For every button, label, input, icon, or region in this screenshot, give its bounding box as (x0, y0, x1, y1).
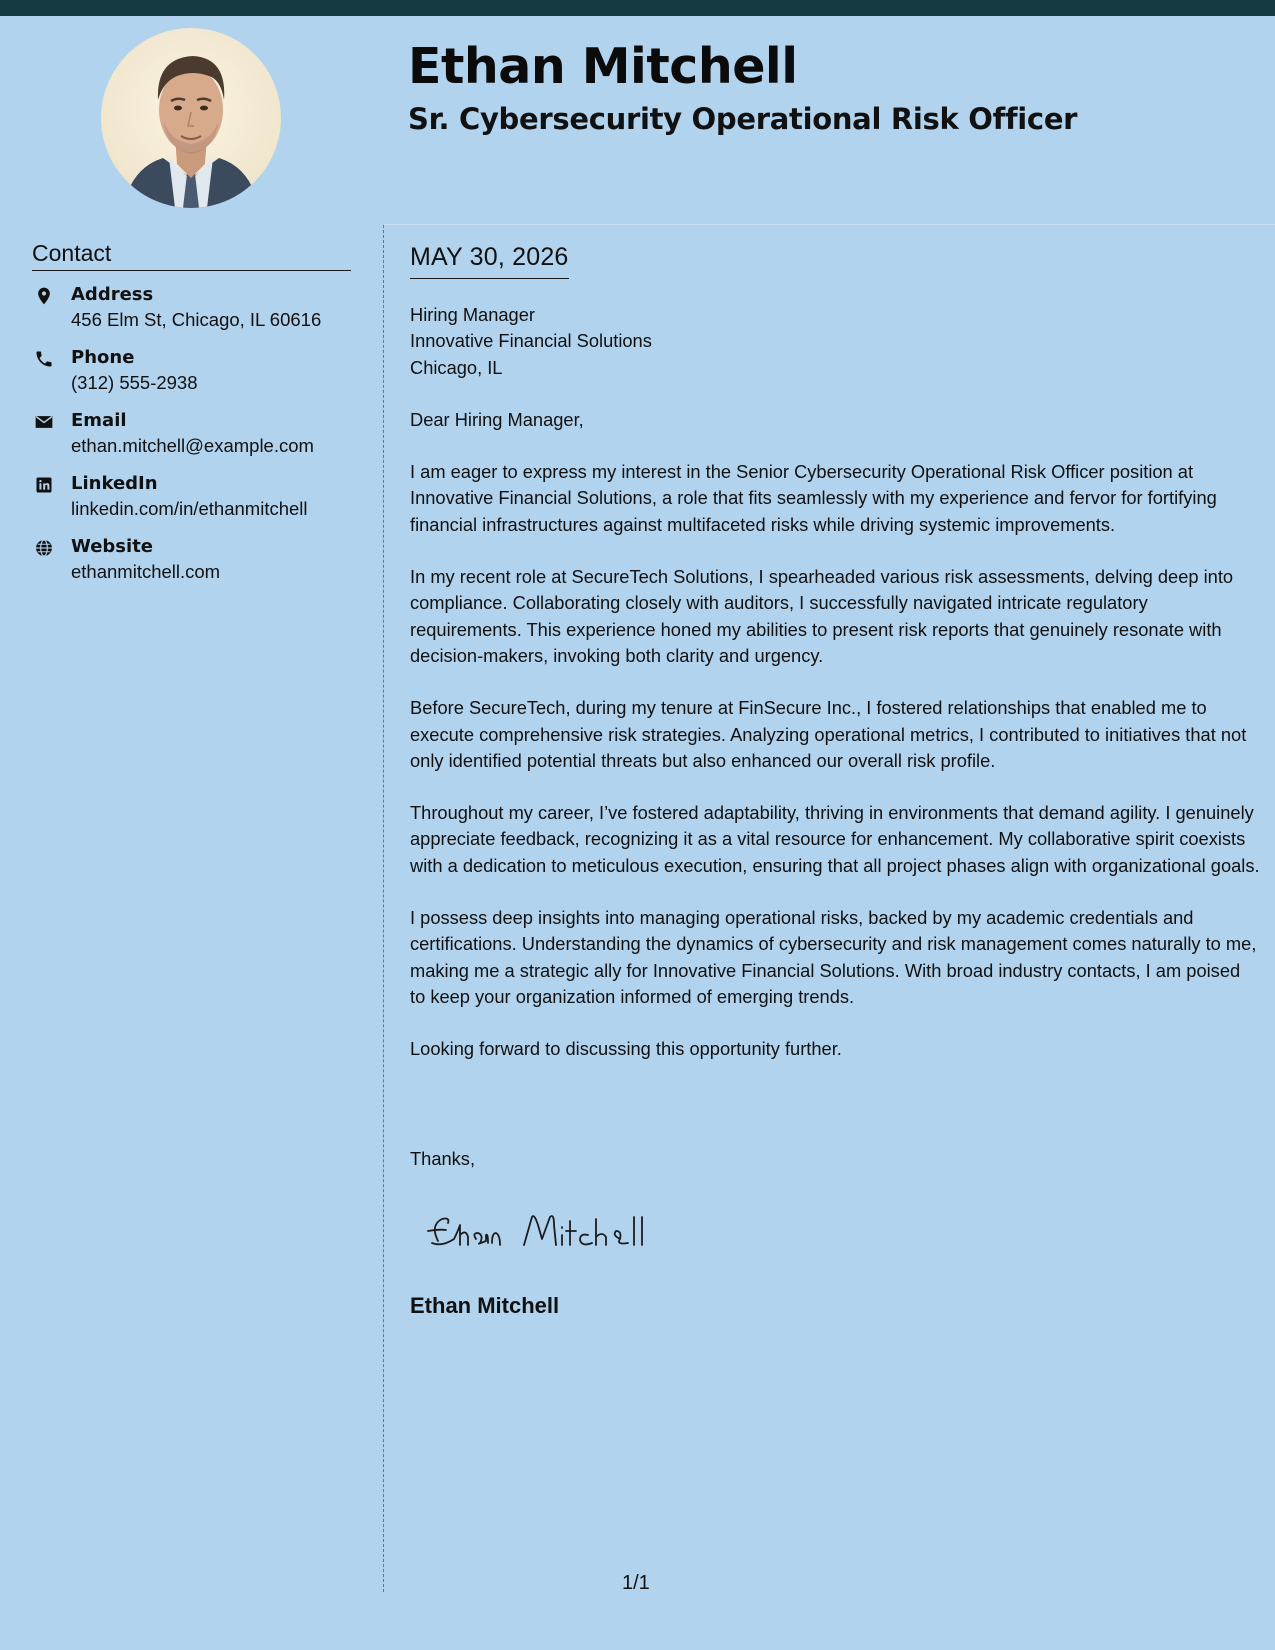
letter-paragraph: I possess deep insights into managing operational risks, backed by my academic credentials and certifications. Understanding the dynamics of cybersecurity and risk management comes naturally to me, making me a strategic ally for Innovative Financial Solutions. With broad industry contacts, I am poised to keep your organization informed of emerging trends. (410, 907, 1257, 1007)
portrait-image (101, 28, 281, 208)
contact-value[interactable]: linkedin.com/in/ethanmitchell (71, 498, 308, 519)
recipient-line: Hiring Manager (410, 304, 535, 325)
phone-icon (34, 349, 54, 369)
contact-label: LinkedIn (71, 473, 158, 494)
letter-paragraph: Throughout my career, I’ve fostered adaptability, thriving in environments that demand agility. I genuinely appreciate feedback, recognizing it as a vital resource for enhancement. My collaborative spirit coexists with a dedication to meticulous execution, ensuring that all project phases align with organizational goals. (410, 802, 1260, 876)
salutation: Dear Hiring Manager, (410, 408, 584, 430)
recipient-line: Chicago, IL (410, 356, 503, 378)
envelope-icon (34, 412, 54, 432)
letter-body (410, 302, 1260, 1089)
contact-item-phone (32, 346, 362, 409)
header-divider (384, 224, 1275, 225)
letter-paragraph: In my recent role at SecureTech Solutions, I spearheaded various risk assessments, delving deep into compliance. Collaborating closely with auditors, I successfully navigated intricate regulatory requirements. This experience honed my abilities to present risk reports that genuinely resonate with decision-makers, invoking both clarity and urgency. (410, 566, 1234, 666)
applicant-name: Ethan Mitchell (408, 38, 798, 95)
letter-paragraph: Looking forward to discussing this opportunity further. (410, 1038, 842, 1060)
contact-label: Email (71, 410, 127, 431)
signature-image (420, 1205, 660, 1255)
contact-label: Address (71, 284, 154, 305)
contact-label: Phone (71, 347, 135, 368)
column-divider (383, 225, 384, 1592)
signer-name: Ethan Mitchell (410, 1293, 560, 1318)
contact-heading: Contact (32, 240, 351, 271)
contact-value: (312) 555-2938 (71, 372, 198, 393)
letter-date: MAY 30, 2026 (410, 243, 569, 279)
contact-item-address (32, 283, 362, 346)
job-title: Sr. Cybersecurity Operational Risk Officer (408, 102, 1078, 136)
top-bar (0, 0, 1275, 16)
contact-list (32, 283, 362, 598)
letter-paragraph: I am eager to express my interest in the Senior Cybersecurity Operational Risk Officer position at Innovative Financial Solutions, a role that fits seamlessly with my experience and fervor for fortifying financial infrastructures against multifaceted risks while driving systemic improvements. (410, 461, 1217, 535)
contact-label: Website (71, 536, 154, 557)
contact-value[interactable]: ethan.mitchell@example.com (71, 435, 314, 456)
globe-icon (34, 538, 54, 558)
page-number: 1/1 (622, 1572, 650, 1594)
contact-value[interactable]: ethanmitchell.com (71, 561, 221, 582)
contact-value: 456 Elm St, Chicago, IL 60616 (71, 309, 322, 330)
avatar (101, 28, 281, 208)
recipient-line: Innovative Financial Solutions (410, 330, 652, 352)
recipient-block (410, 302, 1260, 381)
map-pin-icon (34, 286, 54, 306)
closing: Thanks, (410, 1148, 476, 1169)
contact-item-email (32, 409, 362, 472)
letter-paragraph: Before SecureTech, during my tenure at FinSecure Inc., I fostered relationships that enabled me to execute comprehensive risk strategies. Analyzing operational metrics, I contributed to initiatives that not only identified potential threats but also enhanced our overall risk profile. (410, 697, 1247, 771)
contact-item-linkedin (32, 472, 362, 535)
contact-item-website (32, 535, 362, 598)
linkedin-icon (34, 475, 54, 495)
